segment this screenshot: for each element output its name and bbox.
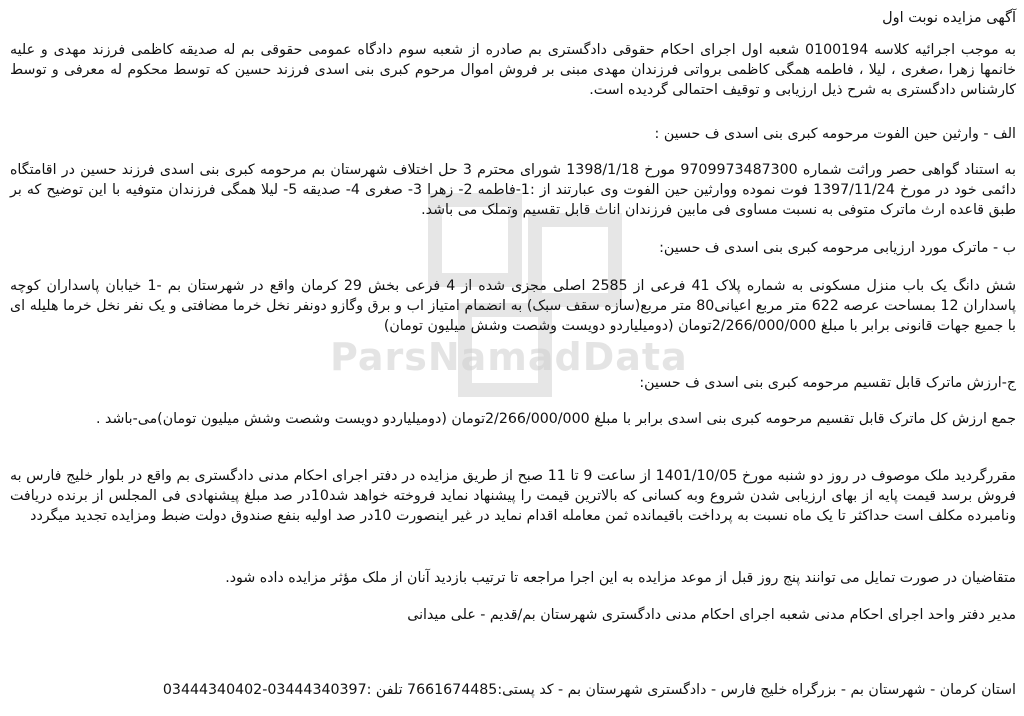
section-c-title: ج-ارزش ماترک قابل تقسیم مرحومه کبری بنی اسدی ف حسین: — [639, 375, 1016, 391]
notice-intro: به موجب اجرائیه کلاسه 0100194 شعبه اول اجرای احکام حقوقی دادگستری بم صادره از شعبه سوم دادگاه عمومی حقوقی بم له صدیقه کاظمی فرزند مهدی و علیه خانمها زهرا ،صغری ، لیلا ، فاطمه همگی کاظمی برواتی فرزندان مهدی مبنی بر فروش اموال مرحوم کبری بنی اسدی فرزند حسین که توسط محکوم له معرفی و توسط کارشناس دادگستری به شرح ذیل ارزیابی و توقیف احتمالی گردیده است. — [10, 42, 1016, 98]
notice-title: آگهی مزایده نوبت اول — [882, 10, 1016, 26]
visit-note: متقاضیان در صورت تمایل می توانند پنج روز قبل از موعد مزایده به این اجرا مراجعه تا ترتیب بازدید آنان از ملک مؤثر مزایده داده شود. — [225, 570, 1016, 586]
section-a-title: الف - وارثین حین الفوت مرحومه کبری بنی اسدی ف حسین : — [654, 126, 1016, 142]
watermark-brand: ParsNamadData — [330, 335, 688, 379]
signature: مدیر دفتر واحد اجرای احکام مدنی شعبه اجرای احکام مدنی دادگستری شهرستان بم/قدیم - علی میدانی — [407, 607, 1016, 623]
section-a-body: به استناد گواهی حصر وراثت شماره 9709973487300 مورخ 1398/1/18 شورای محترم 3 حل اختلاف شهرستان بم مرحومه کبری بنی اسدی فرزند حسین در اقامتگاه دائمی خود در مورخ 1397/11/24 فوت نموده ووارثین حین الفوت وی عبارتند از :1-فاطمه 2- زهرا 3- صغری 4- صدیقه 5- لیلا همگی فرزندان متوفیه با این توضیح که بر طبق قاعده ارث ماترک متوفی به نسبت مساوی فی مابین فرزندان اناث قابل تقسیم وتملک می باشد. — [10, 162, 1016, 218]
section-c-body: جمع ارزش کل ماترک قابل تقسیم مرحومه کبری بنی اسدی برابر با مبلغ 2/266/000/000تومان (دومیلیاردو دویست وشصت وشش میلیون تومان)می-باشد . — [96, 411, 1016, 427]
section-b-title: ب - ماترک مورد ارزیابی مرحومه کبری بنی اسدی ف حسین: — [659, 240, 1016, 256]
section-b-body: شش دانگ یک باب منزل مسکونی به شماره پلاک 41 فرعی از 2585 اصلی مجزی شده از 4 فرعی بخش 29 کرمان واقع در شهرستان بم -1 خیابان پاسداران کوچه پاسداران 12 بمساحت عرصه 622 متر مربع اعیانی80 متر مربع(سازه سقف سبک) به انضمام امتیاز اب و برق وگازو دونفر نخل خرما مضافتی و یک نفر نخل خرما هلیله ای با جمیع جهات قانونی برابر با مبلغ 2/266/000/000تومان (دومیلیاردو دویست وشصت وشش میلیون تومان) — [10, 278, 1016, 334]
auction-terms: مقررگردید ملک موصوف در روز دو شنبه مورخ 1401/10/05 از ساعت 9 تا 11 صبح از طریق مزایده در دفتر اجرای احکام مدنی دادگستری بم واقع در بلوار خلیج فارس به فروش برسد قیمت پایه از بهای ارزیابی شدن شروع وبه کسانی که بالاترین قیمت را پیشنهاد نماید فروخته خواهد شد10در صد مبلغ پیشنهادی فی المجلس از برنده دریافت ونامبرده مکلف است حداکثر تا یک ماه نسبت به پرداخت باقیمانده ثمن معامله اقدام نماید در غیر اینصورت 10در صد اولیه بنفع صندوق دولت ضبط ومزایده تجدید میگردد — [10, 468, 1016, 524]
address-footer: استان کرمان - شهرستان بم - بزرگراه خلیج فارس - دادگستری شهرستان بم - کد پستی:7661674485 تلفن :03444340397-03444340402 — [162, 682, 1016, 698]
